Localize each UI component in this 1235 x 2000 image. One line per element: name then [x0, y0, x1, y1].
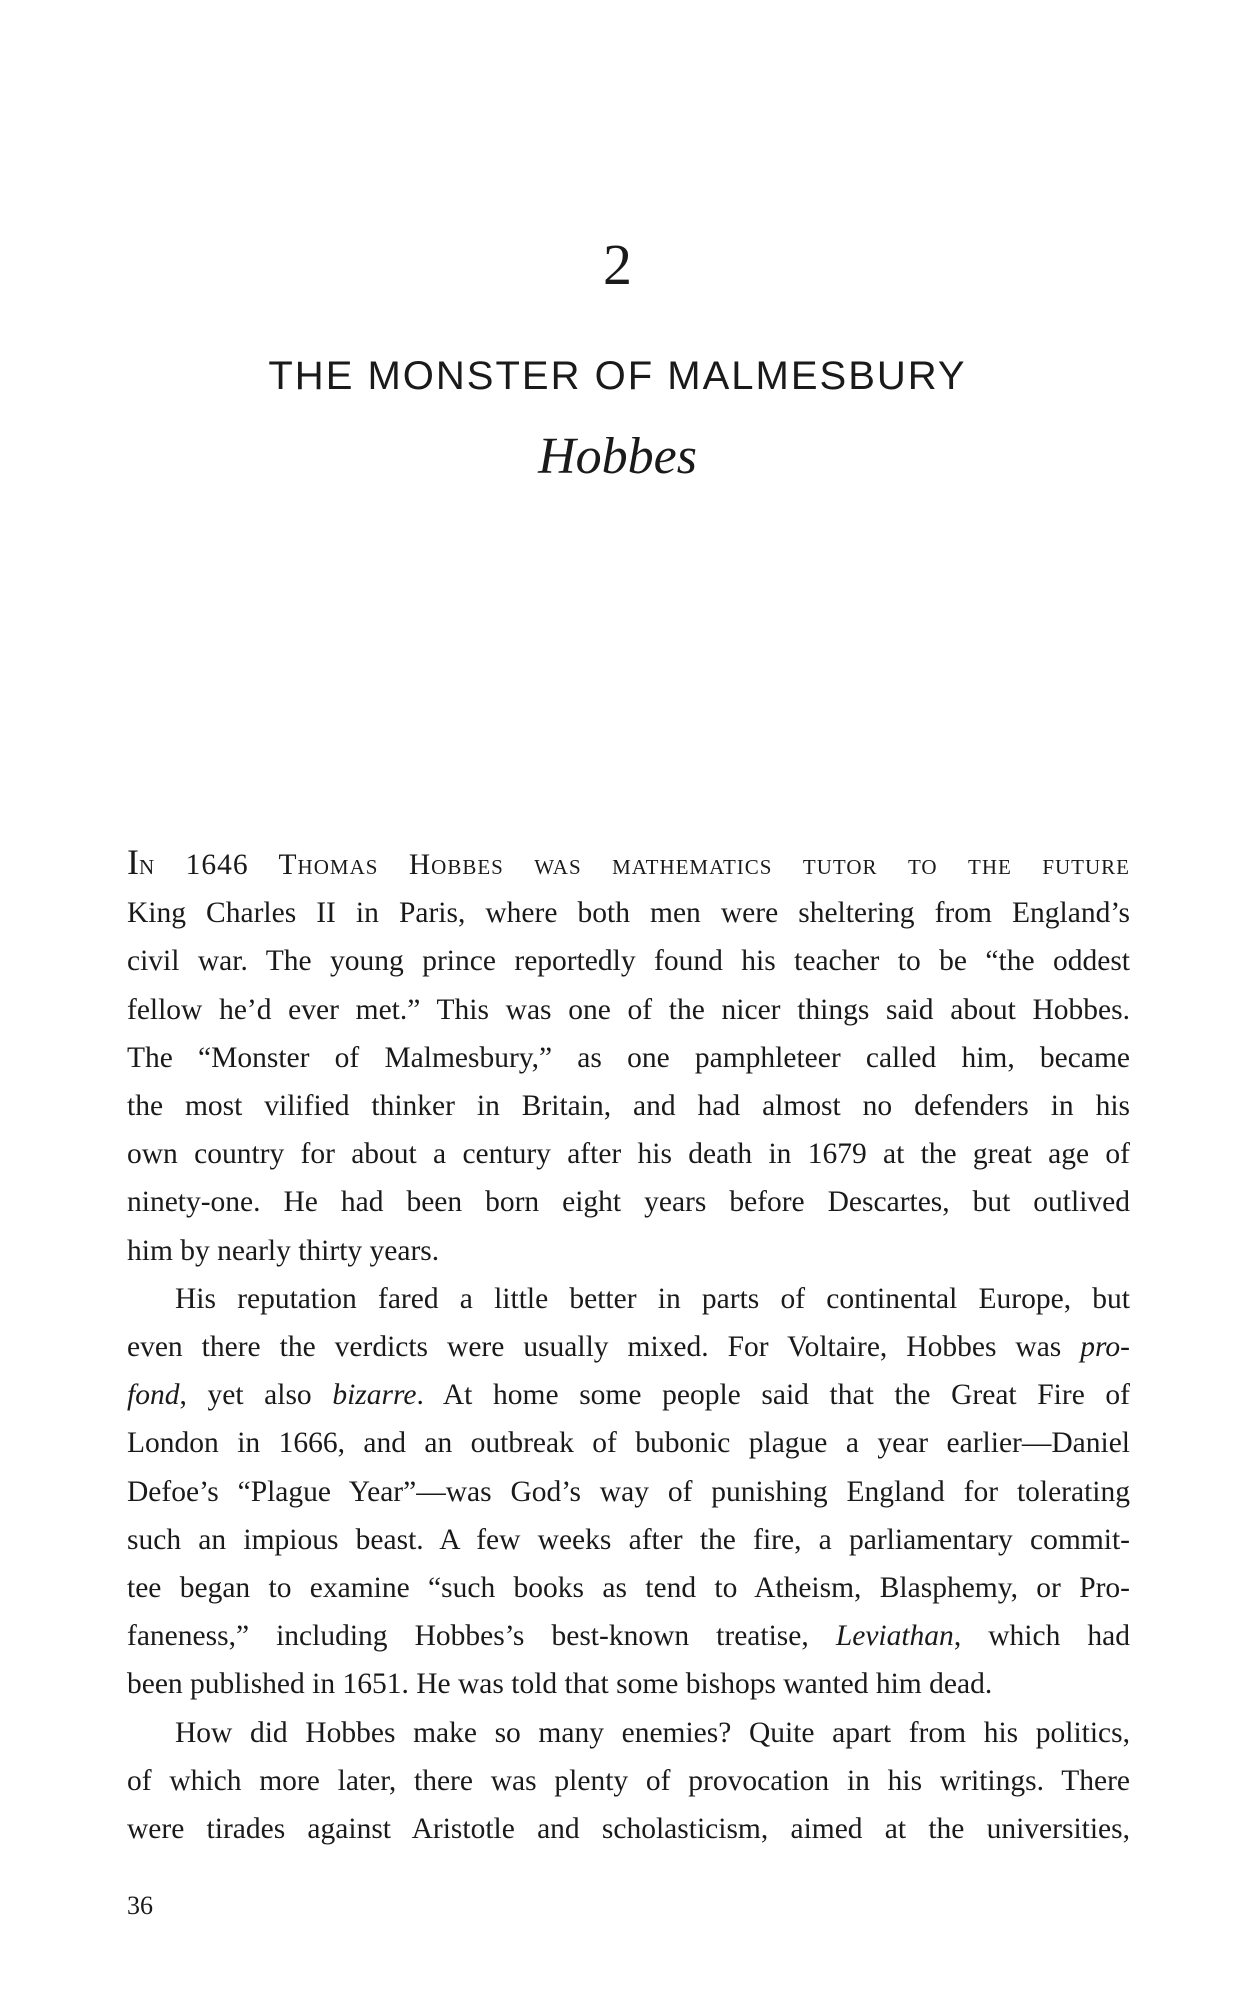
italic-run: Leviathan	[835, 1620, 954, 1653]
chapter-number: 2	[603, 232, 632, 297]
chapter-title: THE MONSTER OF MALMESBURY	[268, 354, 967, 398]
paragraph-line: tee began to examine “such books as tend to Atheism, Blasphemy, or Pro-	[127, 1572, 1130, 1605]
italic-run: pro-	[1080, 1331, 1130, 1364]
drop-initial: I	[127, 842, 139, 882]
paragraph-line: His reputation fared a little better in parts of continental Europe, but	[175, 1282, 1130, 1315]
text-run: even there the verdicts were usually mixed. For Voltaire, Hobbes was	[127, 1331, 1081, 1364]
paragraph-line	[127, 838, 1130, 889]
paragraph-2	[127, 1275, 1130, 1709]
paragraph-line: him by nearly thirty years.	[127, 1234, 440, 1267]
paragraph-line: of which more later, there was plenty of provocation in his writings. There	[127, 1764, 1130, 1797]
paragraph-line: own country for about a century after his death in 1679 at the great age of	[127, 1138, 1130, 1171]
paragraph-line: such an impious beast. A few weeks after the fire, a parliamentary commit-	[127, 1523, 1130, 1556]
paragraph-line: fellow he’d ever met.” This was one of the nicer things said about Hobbes.	[127, 993, 1130, 1026]
opening-smallcaps: n 1646 Thomas Hobbes was mathematics tutor to the future	[139, 849, 1130, 881]
paragraph-line	[127, 1612, 1130, 1660]
paragraph-1	[127, 838, 1130, 1275]
italic-run: bizarre	[332, 1379, 417, 1412]
italic-run: fond	[127, 1379, 180, 1412]
paragraph-line	[127, 1323, 1130, 1371]
paragraph-3	[127, 1709, 1130, 1854]
body-text	[127, 838, 1130, 1853]
paragraph-line: were tirades against Aristotle and scholasticism, aimed at the universities,	[127, 1813, 1130, 1846]
paragraph-line: King Charles II in Paris, where both men were sheltering from England’s	[127, 897, 1130, 930]
paragraph-line: the most vilified thinker in Britain, and had almost no defenders in his	[127, 1090, 1130, 1123]
page-number: 36	[127, 1891, 153, 1920]
paragraph-line: How did Hobbes make so many enemies? Quite apart from his politics,	[175, 1716, 1130, 1749]
paragraph-line: The “Monster of Malmesbury,” as one pamphleteer called him, became	[127, 1041, 1130, 1074]
paragraph-line: Defoe’s “Plague Year”—was God’s way of punishing England for tolerating	[127, 1475, 1130, 1508]
paragraph-line: ninety-one. He had been born eight years before Descartes, but outlived	[127, 1186, 1130, 1219]
text-run: , which had	[953, 1620, 1131, 1653]
paragraph-line: civil war. The young prince reportedly found his teacher to be “the oddest	[127, 945, 1130, 978]
chapter-subtitle: Hobbes	[538, 428, 697, 485]
text-run: , yet also	[179, 1379, 333, 1412]
paragraph-line: London in 1666, and an outbreak of bubonic plague a year earlier—Daniel	[127, 1427, 1130, 1460]
text-run: faneness,” including Hobbes’s best-known treatise,	[127, 1620, 836, 1653]
text-run: . At home some people said that the Great Fire of	[416, 1379, 1130, 1412]
paragraph-line: been published in 1651. He was told that some bishops wanted him dead.	[127, 1668, 993, 1701]
paragraph-line	[127, 1371, 1130, 1419]
